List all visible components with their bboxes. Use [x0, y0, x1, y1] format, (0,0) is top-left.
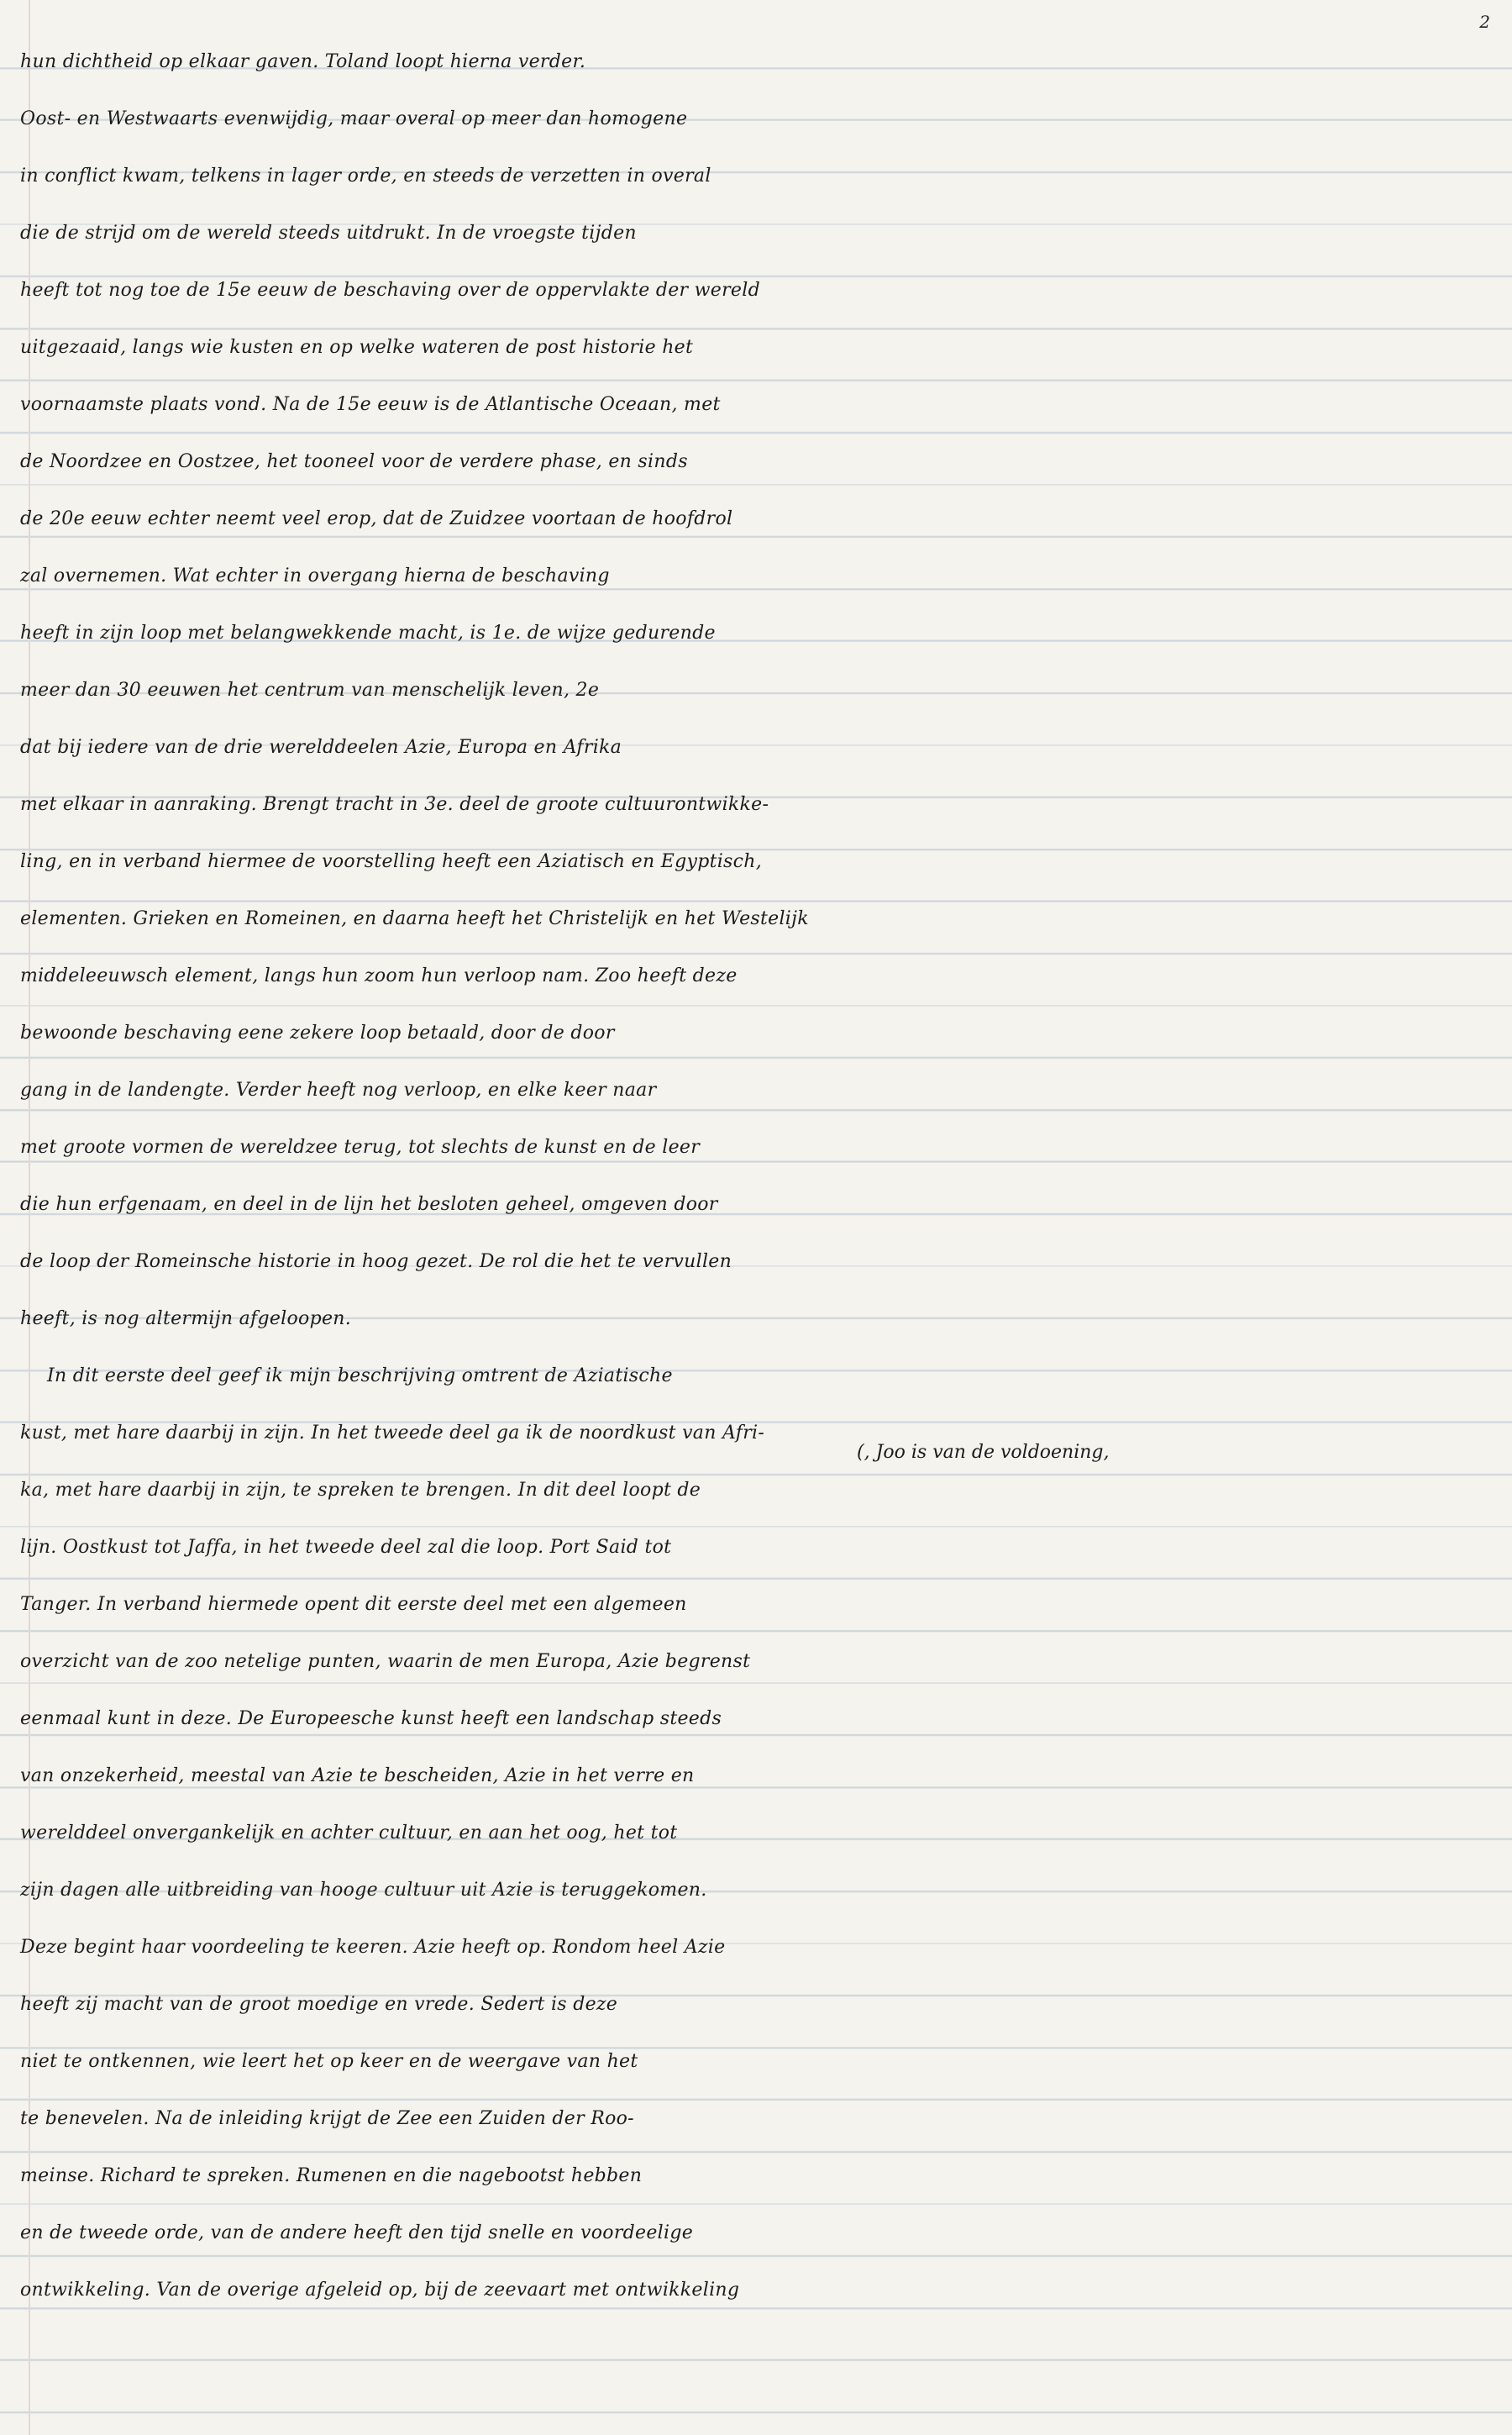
manuscript-line: ka, met hare daarbij in zijn, te spreken te brengen. In dit deel loopt de	[20, 1480, 701, 1501]
manuscript-line: heeft tot nog toe de 15e eeuw de beschaving over de oppervlakte der wereld	[20, 280, 760, 301]
manuscript-line: zal overnemen. Wat echter in overgang hierna de beschaving	[20, 565, 610, 586]
margin-note: (, Joo is van de voldoening,	[857, 1442, 1110, 1463]
manuscript-line: heeft, is nog altermijn afgeloopen.	[20, 1308, 352, 1329]
manuscript-line: de Noordzee en Oostzee, het tooneel voor de verdere phase, en sinds	[20, 451, 688, 472]
manuscript-line: werelddeel onvergankelijk en achter cultuur, en aan het oog, het tot	[20, 1822, 678, 1843]
manuscript-line: meer dan 30 eeuwen het centrum van menschelijk leven, 2e	[20, 680, 600, 701]
manuscript-line: met groote vormen de wereldzee terug, tot slechts de kunst en de leer	[20, 1137, 701, 1158]
manuscript-line: dat bij iedere van de drie werelddeelen Azie, Europa en Afrika	[20, 737, 622, 758]
manuscript-line: middeleeuwsch element, langs hun zoom hun verloop nam. Zoo heeft deze	[20, 965, 738, 986]
manuscript-line: zijn dagen alle uitbreiding van hooge cultuur uit Azie is teruggekomen.	[20, 1880, 707, 1901]
manuscript-line: In dit eerste deel geef ik mijn beschrijving omtrent de Aziatische	[47, 1365, 673, 1386]
manuscript-line: met elkaar in aanraking. Brengt tracht in 3e. deel de groote cultuurontwikke-	[20, 794, 769, 815]
manuscript-line: gang in de landengte. Verder heeft nog verloop, en elke keer naar	[20, 1080, 657, 1101]
manuscript-line: te benevelen. Na de inleiding krijgt de Zee een Zuiden der Roo-	[20, 2108, 634, 2129]
manuscript-line: heeft zij macht van de groot moedige en vrede. Sedert is deze	[20, 1994, 618, 2015]
page-number: 2	[1479, 12, 1490, 32]
manuscript-line: overzicht van de zoo netelige punten, waarin de men Europa, Azie begrenst	[20, 1651, 751, 1672]
manuscript-line: de 20e eeuw echter neemt veel erop, dat de Zuidzee voortaan de hoofdrol	[20, 508, 733, 529]
manuscript-line: de loop der Romeinsche historie in hoog gezet. De rol die het te vervullen	[20, 1251, 732, 1272]
manuscript-line: uitgezaaid, langs wie kusten en op welke wateren de post historie het	[20, 337, 694, 358]
manuscript-line: hun dichtheid op elkaar gaven. Toland loopt hierna verder.	[20, 51, 586, 72]
manuscript-line: niet te ontkennen, wie leert het op keer en de weergave van het	[20, 2051, 638, 2072]
manuscript-text	[20, 34, 860, 2319]
manuscript-line: lijn. Oostkust tot Jaffa, in het tweede deel zal die loop. Port Said tot	[20, 1537, 672, 1558]
manuscript-line: elementen. Grieken en Romeinen, en daarna heeft het Christelijk en het Westelijk	[20, 908, 809, 929]
manuscript-line: die hun erfgenaam, en deel in de lijn het besloten geheel, omgeven door	[20, 1194, 718, 1215]
manuscript-line: voornaamste plaats vond. Na de 15e eeuw is de Atlantische Oceaan, met	[20, 394, 721, 415]
manuscript-line: Deze begint haar voordeeling te keeren. Azie heeft op. Rondom heel Azie	[20, 1937, 726, 1958]
manuscript-line: in conflict kwam, telkens in lager orde, en steeds de verzetten in overal	[20, 166, 711, 187]
manuscript-line: meinse. Richard te spreken. Rumenen en die nagebootst hebben	[20, 2165, 643, 2186]
manuscript-line: heeft in zijn loop met belangwekkende macht, is 1e. de wijze gedurende	[20, 623, 716, 644]
manuscript-line: en de tweede orde, van de andere heeft den tijd snelle en voordeelige	[20, 2222, 694, 2243]
manuscript-line: bewoonde beschaving eene zekere loop betaald, door de door	[20, 1023, 615, 1044]
manuscript-line: van onzekerheid, meestal van Azie te bescheiden, Azie in het verre en	[20, 1765, 695, 1786]
manuscript-line: ling, en in verband hiermee de voorstelling heeft een Aziatisch en Egyptisch,	[20, 851, 763, 872]
manuscript-line: die de strijd om de wereld steeds uitdrukt. In de vroegste tijden	[20, 223, 637, 244]
manuscript-line: Tanger. In verband hiermede opent dit eerste deel met een algemeen	[20, 1594, 687, 1615]
manuscript-line: Oost- en Westwaarts evenwijdig, maar overal op meer dan homogene	[20, 108, 688, 129]
manuscript-line: eenmaal kunt in deze. De Europeesche kunst heeft een landschap steeds	[20, 1708, 722, 1729]
manuscript-line: ontwikkeling. Van de overige afgeleid op, bij de zeevaart met ontwikkeling	[20, 2280, 740, 2301]
manuscript-line: kust, met hare daarbij in zijn. In het tweede deel ga ik de noordkust van Afri-	[20, 1423, 765, 1444]
